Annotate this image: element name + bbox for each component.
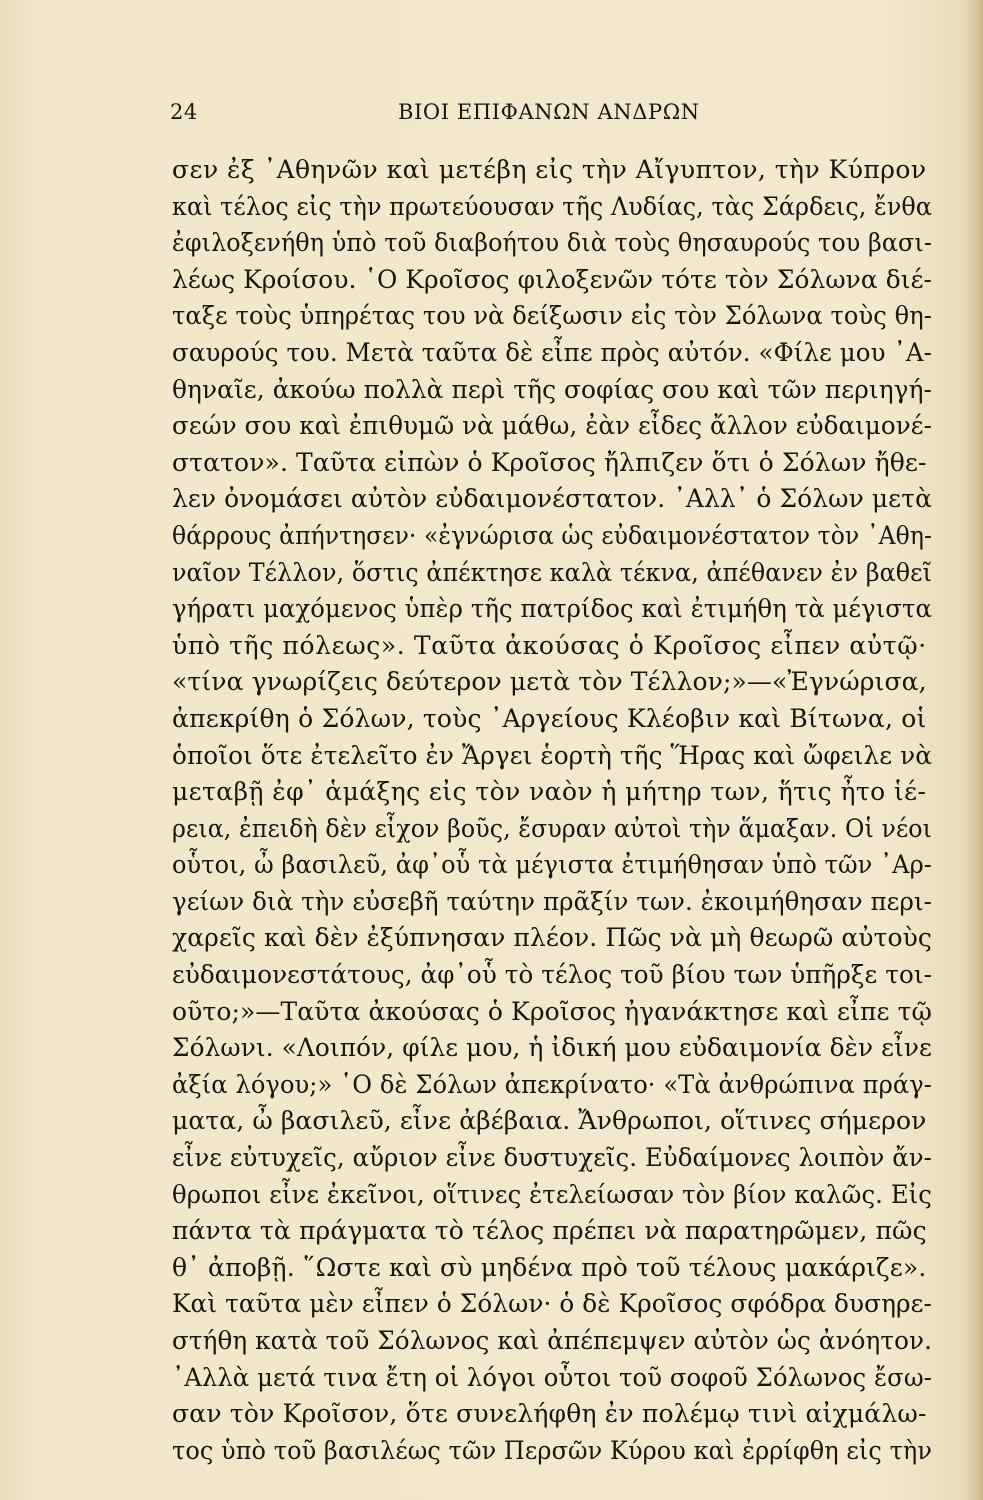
text-line: σεν ἐξ ᾿Αθηνῶν καὶ μετέβη εἰς τὴν Αἴγυπτον, τὴν Κύπρον xyxy=(172,155,927,184)
text-line: μεταβῇ ἐφ᾿ ἁμάξης εἰς τὸν ναὸν ἡ μήτηρ των, ἥτις ἦτο ἱέ- xyxy=(172,777,927,807)
text-line: ὑπὸ τῆς πόλεως». Ταῦτα ἀκούσας ὁ Κροῖσος εἶπεν αὐτῷ· xyxy=(172,630,927,660)
text-line: οῦτο;»—Ταῦτα ἀκούσας ὁ Κροῖσος ἠγανάκτησε καὶ εἶπε τῷ xyxy=(172,996,932,1026)
text-line: ᾿Αλλὰ μετά τινα ἔτη οἱ λόγοι οὗτοι τοῦ σοφοῦ Σόλωνος ἔσω- xyxy=(172,1362,932,1392)
text-line: θρωποι εἶνε ἐκεῖνοι, οἵτινες ἐτελείωσαν τὸν βίον καλῶς. Εἰς xyxy=(172,1179,932,1209)
text-line: Καὶ ταῦτα μὲν εἶπεν ὁ Σόλων· ὁ δὲ Κροῖσος σφόδρα δυσηρε- xyxy=(172,1289,932,1319)
text-line: ἀπεκρίθη ὁ Σόλων, τοὺς ᾿Αργείους Κλέοβιν καὶ Βίτωνα, οἱ xyxy=(172,703,927,733)
text-line: γείων διὰ τὴν εὐσεβῆ ταύτην πρᾶξίν των. ἐκοιμήθησαν περι- xyxy=(172,886,932,916)
text-line: γήρατι μαχόμενος ὑπὲρ τῆς πατρίδος καὶ ἐτιμήθη τὰ μέγιστα xyxy=(172,594,932,624)
text-line: τος ὑπὸ τοῦ βασιλέως τῶν Περσῶν Κύρου καὶ ἐρρίφθη εἰς τὴν xyxy=(172,1435,932,1465)
text-line: ταξε τοὺς ὑπηρέτας του νὰ δείξωσιν εἰς τὸν Σόλωνα τοὺς θη- xyxy=(172,301,932,331)
text-line: σεών σου καὶ ἐπιθυμῶ νὰ μάθω, ἐὰν εἶδες ἄλλον εὐδαιμονέ- xyxy=(172,411,932,441)
text-line: ναῖον Τέλλον, ὅστις ἀπέκτησε καλὰ τέκνα, ἀπέθανεν ἐν βαθεῖ xyxy=(172,557,932,587)
text-line: οὗτοι, ὦ βασιλεῦ, ἀφ᾿οὗ τὰ μέγιστα ἐτιμήθησαν ὑπὸ τῶν ᾿Αρ- xyxy=(172,850,932,880)
text-line: θηναῖε, ἀκούω πολλὰ περὶ τῆς σοφίας σου καὶ τῶν περιηγή- xyxy=(172,374,932,404)
text-line: πάντα τὰ πράγματα τὸ τέλος πρέπει νὰ παρατηρῶμεν, πῶς xyxy=(172,1216,927,1246)
text-line: σαυρούς του. Μετὰ ταῦτα δὲ εἶπε πρὸς αὐτόν. «Φίλε μου ᾿Α- xyxy=(172,337,932,367)
text-line: ματα, ὦ βασιλεῦ, εἶνε ἀβέβαια. Ἄνθρωποι, οἵτινες σήμερον xyxy=(172,1106,927,1136)
text-line: καὶ τέλος εἰς τὴν πρωτεύουσαν τῆς Λυδίας, τὰς Σάρδεις, ἔνθα xyxy=(172,191,932,221)
body-text xyxy=(172,152,932,1469)
text-line: ἐφιλοξενήθη ὑπὸ τοῦ διαβοήτου διὰ τοὺς θησαυρούς του βασι- xyxy=(172,228,932,258)
text-line: λέως Κροίσου. ῾Ο Κροῖσος φιλοξενῶν τότε τὸν Σόλωνα διέ- xyxy=(172,264,932,294)
page-edge-shadow xyxy=(965,0,983,1500)
text-line: στήθη κατὰ τοῦ Σόλωνος καὶ ἀπέπεμψεν αὐτὸν ὡς ἀνόητον. xyxy=(172,1326,932,1355)
text-line: ρεια, ἐπειδὴ δὲν εἶχον βοῦς, ἔσυραν αὐτοὶ τὴν ἅμαξαν. Οἱ νέοι xyxy=(172,813,932,843)
text-line: θάρρους ἀπήντησεν· «ἐγνώρισα ὡς εὐδαιμονέστατον τὸν ᾿Αθη- xyxy=(172,520,932,550)
text-line: Σόλωνι. «Λοιπόν, φίλε μου, ἡ ἰδική μου εὐδαιμονία δὲν εἶνε xyxy=(172,1033,932,1063)
text-line: χαρεῖς καὶ δὲν ἐξύπνησαν πλέον. Πῶς νὰ μὴ θεωρῶ αὐτοὺς xyxy=(172,923,932,953)
text-line: ἀξία λόγου;» ῾Ο δὲ Σόλων ἀπεκρίνατο· «Τὰ ἀνθρώπινα πράγ- xyxy=(172,1069,932,1099)
text-line: ὁποῖοι ὅτε ἐτελεῖτο ἐν Ἄργει ἑορτὴ τῆς Ἥρας καὶ ὤφειλε νὰ xyxy=(172,740,932,770)
running-title: ΒΙΟΙ ΕΠΙΦΑΝΩΝ ΑΝΔΡΩΝ xyxy=(398,100,700,124)
text-line: θ᾿ ἀποβῇ. ῞Ωστε καὶ σὺ μηδένα πρὸ τοῦ τέλους μακάριζε». xyxy=(172,1252,927,1282)
text-line: «τίνα γνωρίζεις δεύτερον μετὰ τὸν Τέλλον;»—«Ἐγνώρισα, xyxy=(172,667,927,697)
text-line: σαν τὸν Κροῖσον, ὅτε συνελήφθη ἐν πολέμῳ τινὶ αἰχμάλω- xyxy=(172,1399,927,1429)
text-line: εὐδαιμονεστάτους, ἀφ᾿οὗ τὸ τέλος τοῦ βίου των ὑπῆρξε τοι- xyxy=(172,960,932,990)
page-number: 24 xyxy=(170,100,198,124)
text-line: λεν ὀνομάσει αὐτὸν εὐδαιμονέστατον. ᾿Αλλ᾿ ὁ Σόλων μετὰ xyxy=(172,484,932,514)
text-line: στατον». Ταῦτα εἰπὼν ὁ Κροῖσος ἤλπιζεν ὅτι ὁ Σόλων ἤθε- xyxy=(172,447,927,477)
text-line: εἶνε εὐτυχεῖς, αὔριον εἶνε δυστυχεῖς. Εὐδαίμονες λοιπὸν ἄν- xyxy=(172,1143,932,1173)
page-header xyxy=(170,100,830,136)
